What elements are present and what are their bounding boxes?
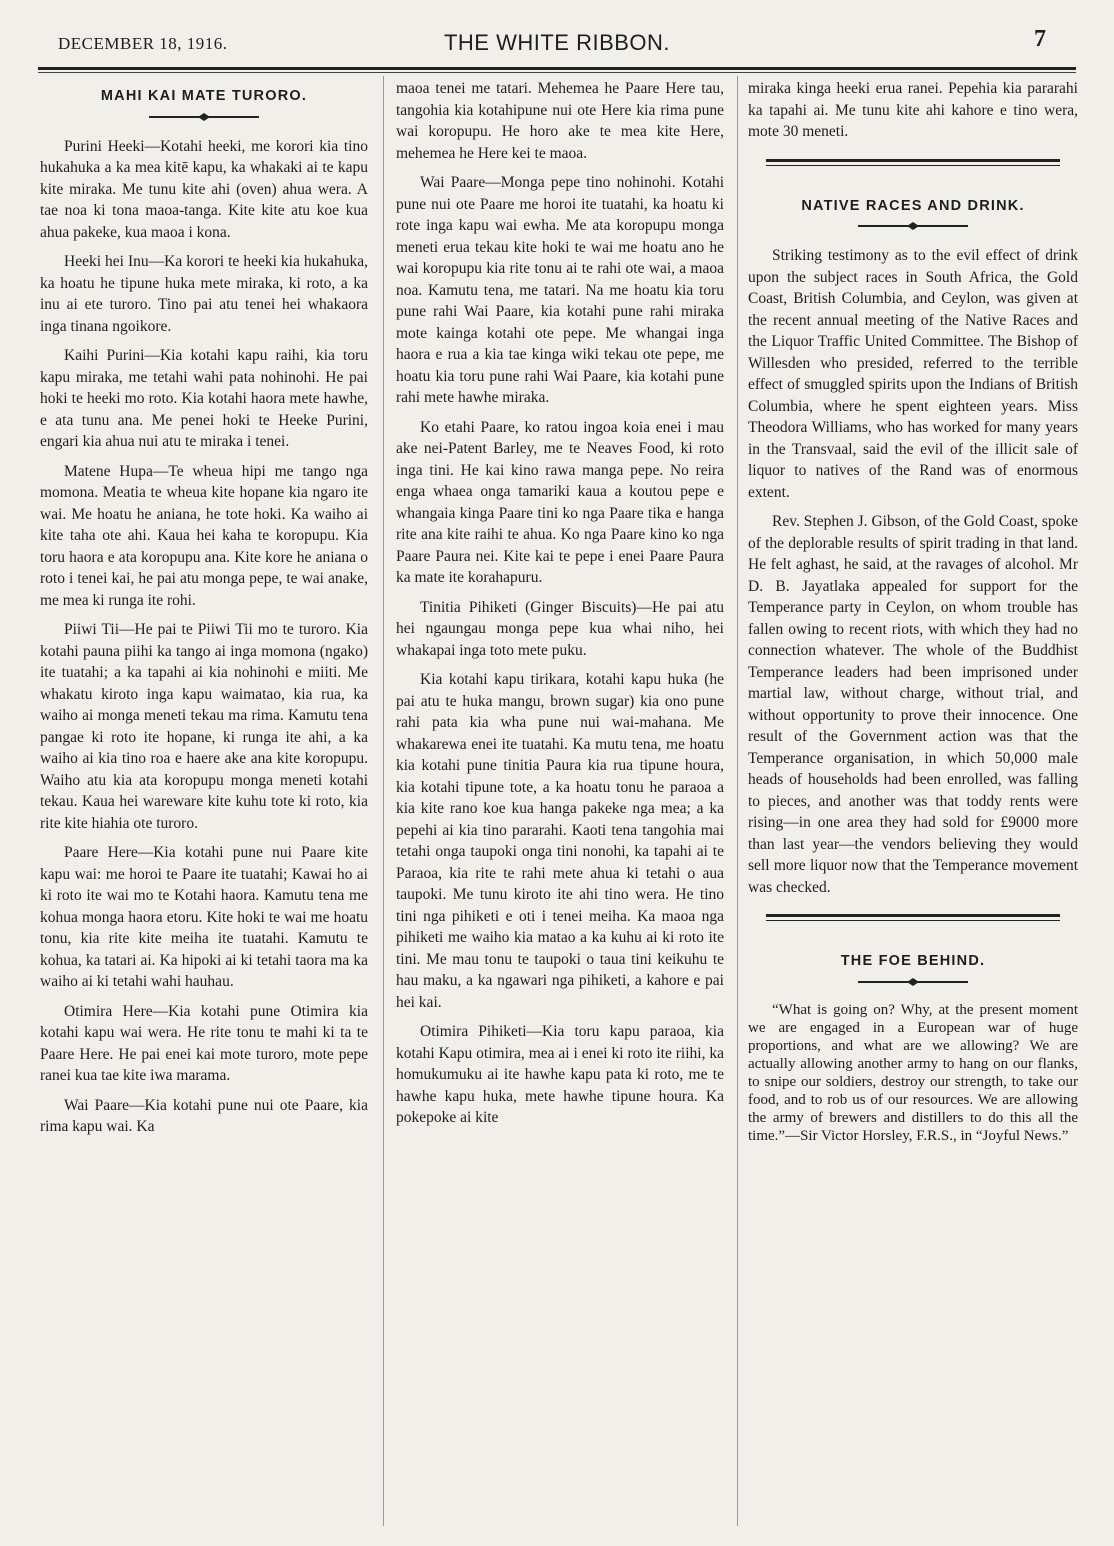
paragraph: Matene Hupa—Te wheua hipi me tango nga momona. Meatia te wheua kite hopane kia ngaro ite wai. Me hoatu he aniana, he tote hoki. Ka waiho ai kite taha ote ahi. Kaua hei kaha te koropupu. Kia toru haora e ata koropupu ana. Kite kore he aniana o roto i tenei kai, he pai atu monga pepe, te wai anake, me mea ki runga ite rohi.	[40, 462, 368, 609]
paragraph: Kia kotahi kapu tirikara, kotahi kapu huka (he pai atu te huka mangu, brown sugar) kia ono pune rahi pata kia wha pune nui wai-mahana. Me whakarewa enei ite tuatahi. Ka mutu tena, me hoatu kia kotahi pune tinitia Paura kia rua tipune houra, kia kotahi tipune tote, a ka hoatu tonu he paraoa a kia kite rano koe kua hanga pakeke nga mea; a ka pepehi ai kia tino pararahi. Kaoti tena tangohia mai tetahi onga taupoki onga tini nonohi, ka tapahi ai te Paraoa, kia rite te rahi mete ahua ki tetahi o aua taupoki. Me tunu kiroto ite ahi tino wera. He tino tini nga pihiketi e oti i tenei meiha. Ka maoa nga pihiketi me waiho kia matao a ka kuhu ai ki roto ite tini. Me mau tonu te taupoki o taua tini keikuhu te hau maku, a ka ngawari nga pihiketi, a kahore e pai hei kai.	[396, 671, 724, 1011]
masthead	[40, 22, 1074, 62]
paragraph: Tinitia Pihiketi (Ginger Biscuits)—He pai atu hei ngaungau monga pepe kua whai niho, hei whakapai inga toto mete puku.	[396, 598, 724, 659]
masthead-rule	[38, 67, 1076, 70]
section-rule	[766, 159, 1060, 166]
ornament-divider	[858, 977, 968, 987]
paragraph: maoa tenei me tatari. Mehemea he Paare Here tau, tangohia kia kotahipune nui ote Here kia rima pune wai koropupu. He horo ake te mea kite Here, mehemea he Here kei te maoa.	[396, 80, 724, 162]
paragraph: miraka kinga heeki erua ranei. Pepehia kia pararahi ka tapahi ai. Me tunu kite ahi kahore e tino wera, mote 30 meneti.	[748, 80, 1078, 140]
quote-paragraph: “What is going on? Why, at the present moment we are engaged in a European war of huge proportions, and what are we allowing? We are actually allowing another army to hang on our flanks, to snipe our soldiers, destroy our strength, to take our food, and to rob us of our resources. We are allowing the army of brewers and distillers to do this all the time.”—Sir Victor Horsley, F.R.S., in “Joyful News.”	[748, 1001, 1078, 1144]
section-rule	[766, 914, 1060, 921]
paragraph: Rev. Stephen J. Gibson, of the Gold Coast, spoke of the deplorable results of spirit trading in that land. He felt aghast, he said, at the ravages of alcohol. Mr D. B. Jayatlaka appealed for support for the Temperance party in Ceylon, on whom trouble has fallen owing to recent riots, with which they had no connection whatever. The whole of the Buddhist Temperance leaders had been imprisoned under martial law, without charge, without trial, and without opportunity to prove their innocence. One result of the Government action was that the Temperance organisation, in which 50,000 male heads of households had been enrolled, was falling to pieces, and another was that toddy rents were rising—in one area they had sold for £9000 more than last year—the vendors believing they would sell more liquor now that the Temperance movement was checked.	[748, 513, 1078, 896]
article-title: THE FOE BEHIND.	[840, 953, 986, 969]
ornament-divider	[149, 112, 259, 122]
issue-date: DECEMBER 18, 1916.	[58, 34, 228, 53]
paragraph: Piiwi Tii—He pai te Piiwi Tii mo te turoro. Kia kotahi pauna piihi ka tango ai inga momona (ngako) ite tuatahi; a ka tapahi ai kia nohinohi e miiti. Me whakatu kiroto inga kapu waimatao, kia rua, ka waiho ai monga meneti tekau ma rima. Kamutu tena pangae ki roto ite hopane, ki runga ite ahi, a ka waiho ai kia tino roa e haere ake ana kite koropupu. Waiho atu kia ata koropupu monga meneti kotahi tekau. Kaua hei wareware kite kuhu tote ki roto, kia rite kite hiahia ote turoro.	[40, 621, 368, 832]
paragraph: Purini Heeki—Kotahi heeki, me korori kia tino hukahuka a ka mea kitē kapu, ka whakaki ai te kapu kite miraka. Me tunu kite ahi (oven) ahua wera. A tae noa ki tona maoa-tanga. Kite kite atu koe kua ahua pakeke, kua maoa i kona.	[40, 137, 368, 241]
paragraph: Wai Paare—Monga pepe tino nohinohi. Kotahi pune nui ote Paare me horoi ite tuatahi, ka hoatu ki rote inga kapu wai ewha. Me ata koropupu monga meneti erua tekau kite hoki te wai me hoatu ano he wai koropupu kia rite tonu ai te rahi ote wai, a maoa noa. Kamutu tena, me tatari. Na me hoatu kia toru pune rahi Wai Paare, kia kotahi pune rahi miraka mote kainga kotahi ote pepe. Me whangai inga haora e rua a kia tae kinga wiki tekau ote pepe, me hoatu kia toru pune rahi Wai Paare, kia kotahi pune rahi mete hawhe miraka.	[396, 174, 724, 406]
masthead-rule-thin	[38, 72, 1076, 73]
column-divider	[737, 76, 738, 1526]
column-1	[40, 78, 368, 1146]
paragraph: Otimira Pihiketi—Kia toru kapu paraoa, kia kotahi Kapu otimira, mea ai i enei ki roto ite riihi, ka homukumuku ai ite hawhe kapu pata ki roto, me te hawhe kapu huka, mete hawhe tipune houra. Ka pokepoke ai kite	[396, 1023, 724, 1126]
paragraph: Wai Paare—Kia kotahi pune nui ote Paare, kia rima kapu wai. Ka	[40, 1096, 368, 1135]
paragraph: Ko etahi Paare, ko ratou ingoa koia enei i mau ake nei-Patent Barley, me te Neaves Food, ki roto inga tini. He kai kino rawa manga pepe. No reira enga whaea onga tamariki kaua a koutou pepe e whangaia kinga Paare tini ko nga Paare tika e hanga rite ana kite raihi te ahua. Ko nga Paare kino ko nga Paare Paura nei. Kite kai te pepe i enei Paare Paura ka mate ite korahapuru.	[396, 418, 724, 586]
column-3	[748, 78, 1078, 1153]
ornament-divider	[858, 221, 968, 231]
paragraph: Otimira Here—Kia kotahi pune Otimira kia kotahi kapu wai wera. He rite tonu te mahi ki ta te Paare Here. He pai enei kai mote turoro, mote pepe ranei kua tae kite iwa marama.	[40, 1002, 368, 1084]
paragraph: Kaihi Purini—Kia kotahi kapu raihi, kia toru kapu miraka, me tetahi wahi pata nohinohi. He pai hoki te heeki mo roto. Kia kotahi haora mete hawhe, e ata tunu ana. Me penei hoki te Heeke Purini, engari kia ahua nui atu te miraka i tenei.	[40, 347, 368, 450]
paragraph: Striking testimony as to the evil effect of drink upon the subject races in South Africa, the Gold Coast, British Columbia, and Ceylon, was given at the recent annual meeting of the Native Races and the Liquor Traffic United Committee. The Bishop of Willesden who presided, referred to the terrible effect of smuggled spirits upon the Indians of British Columbia, where he spent eighteen years. Miss Theodora Williams, who has worked for many years in the Transvaal, said the evil of the illicit sale of liquor to natives of the Rand was of enormous extent.	[748, 247, 1078, 501]
article-title: NATIVE RACES AND DRINK.	[801, 197, 1025, 214]
publication-title: THE WHITE RIBBON.	[443, 30, 671, 55]
paragraph: Paare Here—Kia kotahi pune nui Paare kite kapu wai: me horoi te Paare ite tuatahi; Kawai ho ai ki roto ite wai mo te Kotahi haora. Kamutu tena me kohua monga haora etoru. Kite hoki te wai me hoatu tonu, kia rite kite meiha ite tuatahi. Kamutu te kohua, ka tatari ai. Ka hipoki ai ki tetahi taora ma ka waiho ai ki tetahi wahi hauhau.	[40, 844, 368, 990]
article-title: MAHI KAI MATE TURORO.	[100, 88, 308, 104]
column-divider	[383, 76, 384, 1526]
page-number: 7	[1034, 26, 1046, 52]
paragraph: Heeki hei Inu—Ka korori te heeki kia hukahuka, ka hoatu he tipune huka mete miraka, ki roto, a ka inu ai ete turoro. Tino pai atu tenei hei whakaora inga tinana ngoikore.	[40, 253, 368, 335]
column-2	[396, 78, 724, 1137]
